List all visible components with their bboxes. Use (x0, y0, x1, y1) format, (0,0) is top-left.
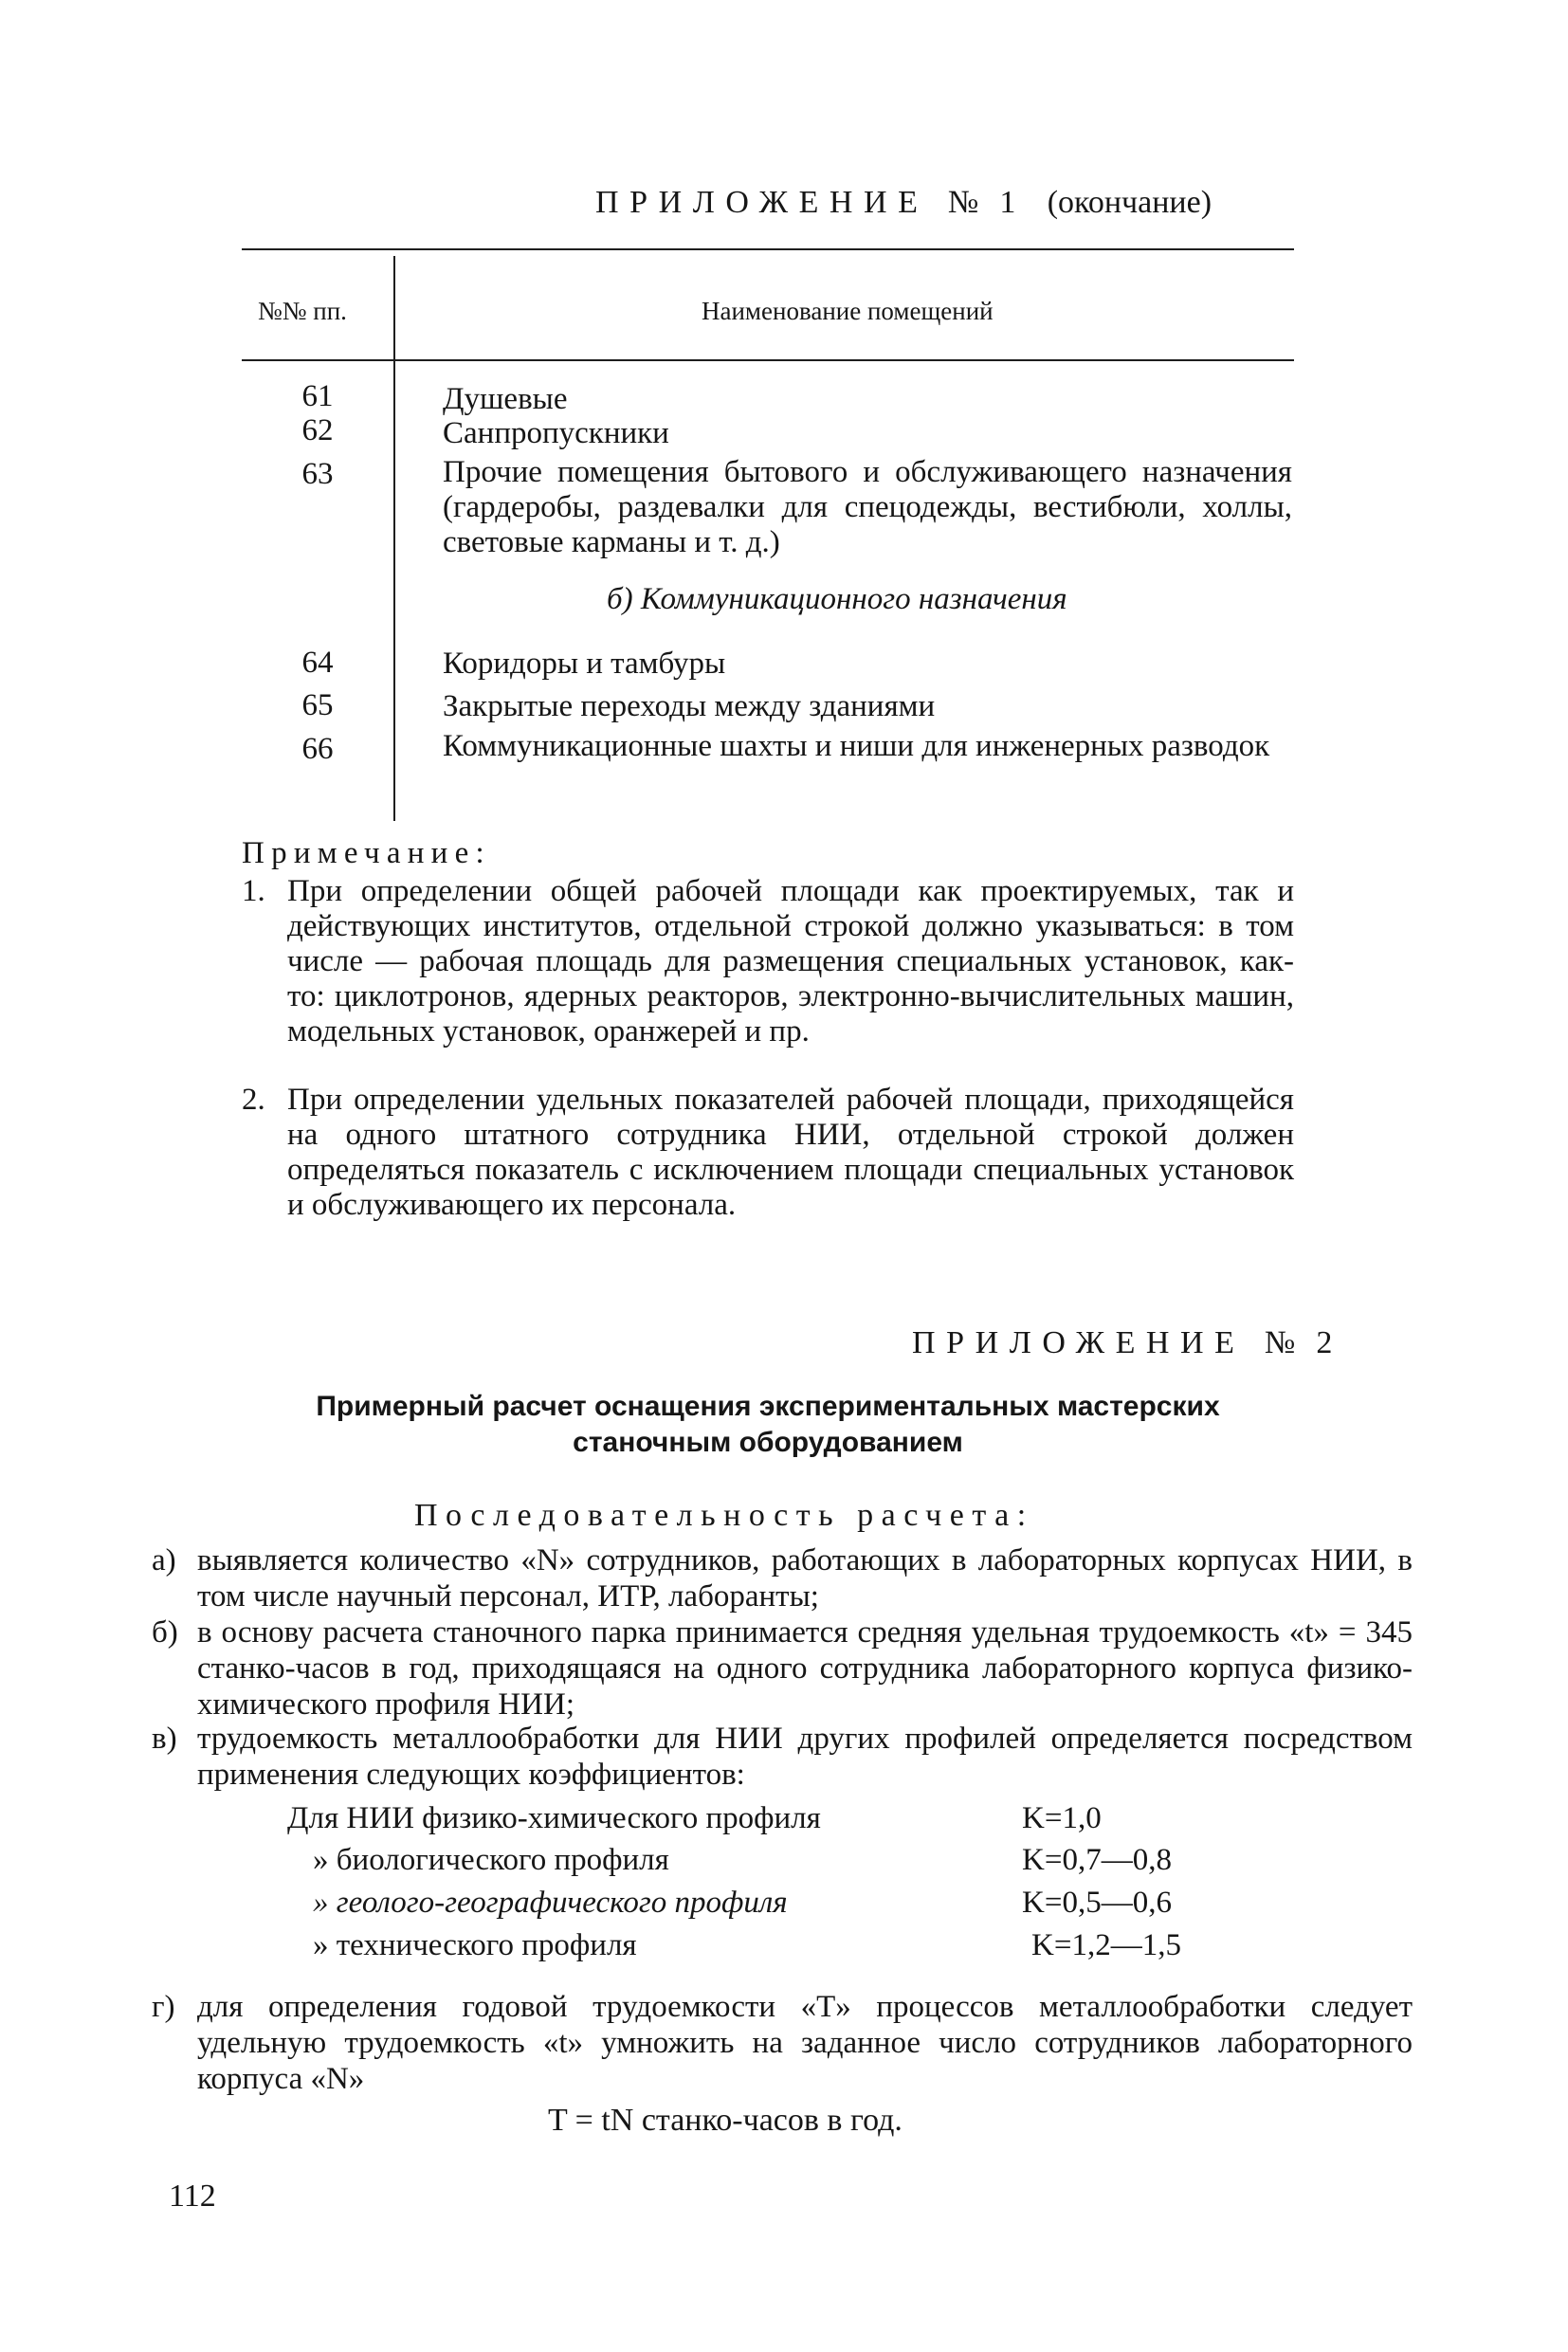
column-header-name: Наименование помещений (702, 297, 994, 325)
row-text: Прочие помещения бытового и обслуживающего назначения (гардеробы, раздевалки для спецодежды, вестибюли, холлы, световые карманы и т. д.) (443, 455, 1292, 559)
row-number: 66 (301, 732, 334, 766)
table-column-divider (393, 256, 395, 821)
appendix-1-suffix: (окончание) (1047, 185, 1212, 220)
page-number: 112 (169, 2179, 216, 2214)
coefficient-value: K=1,2—1,5 (1031, 1928, 1181, 1962)
row-text: Душевые (443, 382, 568, 416)
step-letter: в) (152, 1722, 177, 1756)
row-number: 64 (301, 646, 334, 680)
coefficient-label: Для НИИ физико-химического профиля (287, 1801, 821, 1835)
table-header-rule (242, 359, 1294, 361)
row-text: Санпропускники (443, 416, 669, 450)
appendix-2-number: № 2 (1264, 1325, 1340, 1360)
row-number: 62 (301, 413, 334, 447)
row-number: 61 (301, 379, 334, 413)
table-top-rule (242, 248, 1294, 250)
appendix-1-heading (595, 185, 1212, 221)
row-text: Закрытые переходы между зданиями (443, 689, 936, 723)
note-item (242, 1083, 1294, 1223)
coefficient-value: K=0,5—0,6 (1022, 1886, 1172, 1920)
note-number: 2. (242, 1083, 265, 1117)
note-text: При определении удельных показателей рабочей площади, приходящейся на одного штатного сотрудника НИИ, отдельной строкой должен определяться показатель с исключением площади специальных установок и обслуживающего их персонала. (287, 1083, 1294, 1222)
coefficient-label: » технического профиля (313, 1928, 637, 1962)
row-number: 63 (301, 457, 334, 491)
step-letter: г) (152, 1990, 175, 2024)
appendix-1-number: № 1 (947, 185, 1023, 220)
step-text: для определения годовой трудоемкости «T» процессов металлообработки следует удельную трудоемкость «t» умножить на заданное число сотрудников лабораторного корпуса «N» (197, 1990, 1413, 2096)
title-line-2: станочным оборудованием (573, 1427, 963, 1458)
step-text: трудоемкость металлообработки для НИИ других профилей определяется посредством применения следующих коэффициентов: (197, 1722, 1413, 1792)
appendix-1-title: ПРИЛОЖЕНИЕ (595, 185, 929, 220)
step-text: выявляется количество «N» сотрудников, работающих в лабораторных корпусах НИИ, в том числе научный персонал, ИТР, лаборанты; (197, 1543, 1413, 1614)
formula: T = tN станко-часов в год. (548, 2103, 903, 2138)
calc-step (152, 1542, 1413, 1614)
title-line-1: Примерный расчет оснащения экспериментальных мастерских (316, 1391, 1220, 1422)
step-letter: а) (152, 1543, 176, 1577)
coefficient-label: » биологического профиля (313, 1843, 669, 1877)
calc-step (152, 1721, 1413, 1793)
row-text: Коммуникационные шахты и ниши для инженерных разводок (443, 729, 1270, 763)
step-letter: б) (152, 1615, 178, 1650)
row-text: Коридоры и тамбуры (443, 647, 726, 681)
appendix-2-title: ПРИЛОЖЕНИЕ (912, 1325, 1246, 1360)
table-subheading: б) Коммуникационного назначения (607, 582, 1067, 616)
step-text: в основу расчета станочного парка принимается средняя удельная трудоемкость «t» = 345 станко-часов в год, приходящаяся на одного сотрудника лабораторного корпуса физико-химического профиля НИИ; (197, 1615, 1413, 1722)
calc-step (152, 1989, 1413, 2097)
notes-title: Примечание: (242, 836, 491, 870)
column-header-number: №№ пп. (258, 297, 347, 325)
note-item (242, 874, 1294, 1049)
coefficient-label: » геолого-географического профиля (313, 1886, 788, 1920)
note-text: При определении общей рабочей площади как проектируемых, так и действующих институтов, отдельной строкой должно указываться: в том числе — рабочая площадь для размещения специальных установок, как-то: циклотронов, ядерных реакторов, электронно-вычислительных машин, модельных установок, оранжерей и пр. (287, 874, 1294, 1048)
appendix-2-heading (912, 1325, 1339, 1361)
row-number: 65 (301, 688, 334, 722)
calc-step (152, 1614, 1413, 1723)
appendix-2-document-title (242, 1389, 1294, 1461)
sequence-label: Последовательность расчета: (414, 1498, 1034, 1533)
note-number: 1. (242, 874, 265, 908)
coefficient-value: K=0,7—0,8 (1022, 1843, 1172, 1877)
coefficient-value: K=1,0 (1022, 1801, 1102, 1835)
